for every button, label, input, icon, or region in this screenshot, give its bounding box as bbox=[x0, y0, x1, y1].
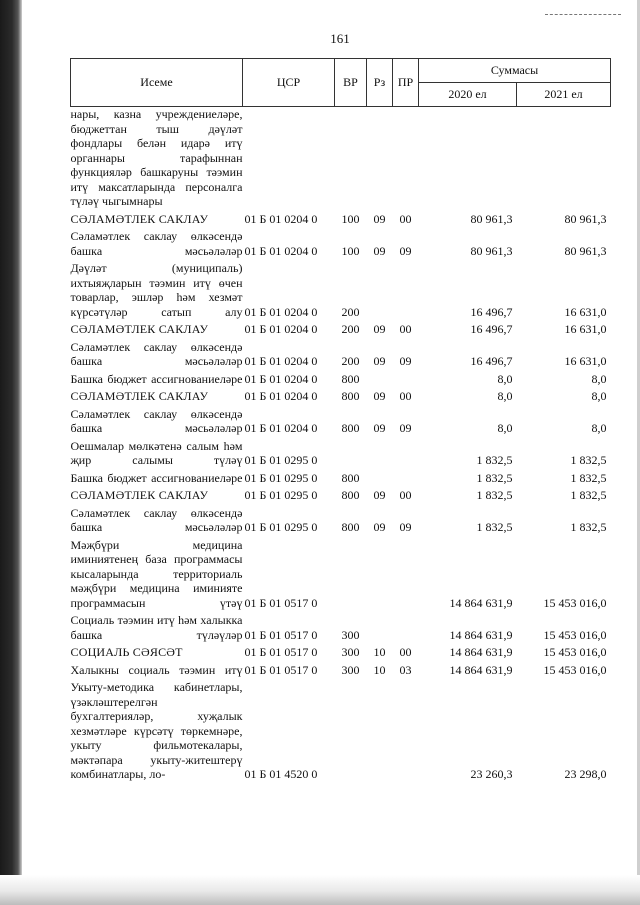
row-pr-code bbox=[393, 372, 419, 390]
row-rz-code: 09 bbox=[373, 322, 386, 336]
row-csr-code: 01 Б 01 0204 0 bbox=[244, 371, 318, 386]
row-csr-code: 01 Б 01 0517 0 bbox=[244, 627, 318, 642]
row-rz-code: 10 bbox=[373, 662, 386, 677]
header-name: Исеме bbox=[71, 59, 243, 107]
row-pr-code: 00 bbox=[399, 645, 412, 659]
row-sum-2021: 23 298,0 bbox=[564, 767, 607, 781]
row-sum-2021: 80 961,3 bbox=[564, 211, 607, 226]
row-rz-code bbox=[367, 471, 393, 489]
row-sum-2020: 14 864 631,9 bbox=[449, 627, 513, 642]
row-vr-code bbox=[335, 439, 367, 471]
row-sum-2020: 8,0 bbox=[497, 421, 513, 435]
row-csr-code: 01 Б 01 0517 0 bbox=[244, 595, 318, 610]
row-sum-2020: 16 496,7 bbox=[470, 322, 513, 336]
row-sum-2020: 8,0 bbox=[497, 371, 513, 386]
table-row bbox=[71, 389, 611, 407]
row-vr-code: 100 bbox=[341, 211, 360, 226]
row-vr-code: 200 bbox=[341, 354, 360, 368]
row-pr-code bbox=[393, 613, 419, 645]
table-row bbox=[71, 372, 611, 390]
row-sum-2021: 15 453 016,0 bbox=[543, 645, 607, 659]
row-name: СӘЛАМӘТЛЕК САКЛАУ bbox=[70, 322, 209, 336]
row-pr-code: 03 bbox=[399, 662, 412, 677]
row-name: Социаль тәэмин итү һәм халыкка башка түләүләр bbox=[70, 613, 243, 642]
scan-edge-left bbox=[0, 0, 22, 905]
row-sum-2021: 16 631,0 bbox=[564, 322, 607, 336]
row-rz-code bbox=[367, 680, 393, 785]
row-csr-code: 01 Б 01 0517 0 bbox=[244, 662, 318, 677]
row-name: нары, казна учреждениеләре, бюджеттан тыш дәүләт фондлары белән идарә итү органнары тарафыннан функцияләр башкаруны тәэмин итү максатларында персоналга түләү чыгымнары bbox=[70, 107, 243, 208]
budget-table bbox=[70, 58, 611, 785]
header-year-2020: 2020 ел bbox=[419, 83, 517, 107]
table-row bbox=[71, 107, 611, 212]
row-csr-code bbox=[243, 107, 335, 212]
row-vr-code: 300 bbox=[341, 627, 360, 642]
row-sum-2021: 16 631,0 bbox=[564, 304, 607, 319]
row-rz-code bbox=[367, 107, 393, 212]
row-csr-code: 01 Б 01 0295 0 bbox=[244, 470, 318, 485]
row-sum-2020: 8,0 bbox=[497, 389, 513, 403]
row-sum-2020: 23 260,3 bbox=[470, 767, 513, 781]
row-vr-code: 200 bbox=[341, 304, 360, 319]
row-pr-code: 00 bbox=[399, 389, 412, 403]
header-csr: ЦСР bbox=[243, 59, 335, 107]
header-year-2021: 2021 ел bbox=[517, 83, 611, 107]
row-sum-2021: 16 631,0 bbox=[564, 354, 607, 368]
row-name: Дәүләт (муниципаль) ихтыяҗларын тәэмин итү өчен товарлар, эшләр һәм хезмәт күрсәтүләр сатып алу bbox=[70, 261, 243, 319]
row-rz-code bbox=[367, 261, 393, 322]
row-sum-2020: 80 961,3 bbox=[470, 211, 513, 226]
row-name: Халыкны социаль тәэмин итү bbox=[70, 662, 243, 677]
table-row bbox=[71, 488, 611, 506]
row-rz-code: 09 bbox=[373, 520, 386, 534]
row-sum-2020 bbox=[419, 107, 517, 212]
row-csr-code: 01 Б 01 0204 0 bbox=[244, 354, 318, 368]
row-csr-code: 01 Б 01 0295 0 bbox=[244, 520, 318, 534]
row-pr-code bbox=[393, 107, 419, 212]
row-sum-2020: 1 832,5 bbox=[476, 453, 513, 467]
row-sum-2021: 1 832,5 bbox=[570, 488, 607, 502]
row-vr-code bbox=[335, 538, 367, 614]
table-row bbox=[71, 439, 611, 471]
row-sum-2021: 15 453 016,0 bbox=[543, 595, 607, 610]
header-sums: Суммасы bbox=[419, 59, 611, 83]
row-csr-code: 01 Б 01 0204 0 bbox=[244, 322, 318, 336]
table-body bbox=[71, 107, 611, 785]
row-rz-code: 09 bbox=[373, 488, 386, 502]
table-row bbox=[71, 538, 611, 614]
row-sum-2021: 15 453 016,0 bbox=[543, 662, 607, 677]
row-name: Укыту-методика кабинетлары, үзәкләштерелгән бухгалтерияләр, хуҗалык хезмәтләре күрсәтү төркемнәре, укыту фильмотекалары, мәктәпара укыту-житештерү комбинатлары, ло- bbox=[70, 680, 243, 781]
row-rz-code bbox=[367, 613, 393, 645]
table-row bbox=[71, 506, 611, 538]
row-vr-code: 300 bbox=[341, 662, 360, 677]
row-vr-code: 300 bbox=[341, 645, 360, 659]
row-csr-code: 01 Б 01 0295 0 bbox=[244, 488, 318, 502]
table-row bbox=[71, 229, 611, 261]
row-pr-code: 00 bbox=[399, 322, 412, 336]
table-row bbox=[71, 613, 611, 645]
row-sum-2020: 1 832,5 bbox=[476, 488, 513, 502]
row-rz-code bbox=[367, 372, 393, 390]
row-sum-2021: 80 961,3 bbox=[564, 243, 607, 258]
table-row bbox=[71, 663, 611, 681]
row-rz-code: 09 bbox=[373, 421, 386, 435]
row-name: СӘЛАМӘТЛЕК САКЛАУ bbox=[70, 488, 209, 502]
table-row bbox=[71, 322, 611, 340]
row-name: Башка бюджет ассигнованиеләре bbox=[70, 371, 243, 386]
row-sum-2021: 1 832,5 bbox=[570, 453, 607, 467]
row-sum-2021: 8,0 bbox=[591, 421, 607, 435]
row-name: Сәламәтлек саклау өлкәсендә башка мәсьәләләр bbox=[70, 406, 243, 435]
row-sum-2020: 1 832,5 bbox=[476, 520, 513, 534]
row-pr-code: 09 bbox=[399, 243, 412, 258]
header-vr: ВР bbox=[335, 59, 367, 107]
row-rz-code: 09 bbox=[373, 389, 386, 403]
row-pr-code bbox=[393, 471, 419, 489]
row-vr-code: 800 bbox=[341, 470, 360, 485]
row-name: Башка бюджет ассигнованиеләре bbox=[70, 470, 243, 485]
row-pr-code bbox=[393, 261, 419, 322]
row-name: СОЦИАЛЬ СӘЯСӘТ bbox=[70, 645, 183, 659]
row-sum-2021: 1 832,5 bbox=[570, 520, 607, 534]
row-vr-code bbox=[335, 107, 367, 212]
row-sum-2020: 1 832,5 bbox=[476, 470, 513, 485]
row-pr-code bbox=[393, 538, 419, 614]
row-csr-code: 01 Б 01 0204 0 bbox=[244, 304, 318, 319]
table-row bbox=[71, 212, 611, 230]
scan-edge-bottom bbox=[0, 875, 640, 905]
row-rz-code bbox=[367, 439, 393, 471]
row-pr-code: 09 bbox=[399, 520, 412, 534]
row-sum-2021: 15 453 016,0 bbox=[543, 627, 607, 642]
row-vr-code: 800 bbox=[341, 488, 360, 502]
row-name: СӘЛАМӘТЛЕК САКЛАУ bbox=[70, 389, 209, 403]
row-rz-code: 09 bbox=[373, 354, 386, 368]
row-pr-code: 00 bbox=[399, 211, 412, 226]
header-rz: Рз bbox=[367, 59, 393, 107]
row-sum-2020: 80 961,3 bbox=[470, 243, 513, 258]
row-pr-code: 09 bbox=[399, 421, 412, 435]
table-row bbox=[71, 340, 611, 372]
row-rz-code: 09 bbox=[373, 211, 386, 226]
table-row bbox=[71, 261, 611, 322]
row-csr-code: 01 Б 01 0204 0 bbox=[244, 421, 318, 435]
row-name: Сәламәтлек саклау өлкәсендә башка мәсьәләләр bbox=[70, 339, 243, 368]
row-sum-2021: 1 832,5 bbox=[570, 470, 607, 485]
row-vr-code: 800 bbox=[341, 421, 360, 435]
row-sum-2020: 14 864 631,9 bbox=[449, 662, 513, 677]
row-name: Мәҗбүри медицина иминиятенең база программасы кысаларында территориаль мәҗбүри медицина иминияте программасын үтәү bbox=[70, 537, 243, 610]
row-sum-2020: 16 496,7 bbox=[470, 304, 513, 319]
row-pr-code bbox=[393, 680, 419, 785]
row-rz-code: 10 bbox=[373, 645, 386, 659]
row-vr-code: 800 bbox=[341, 520, 360, 534]
row-csr-code: 01 Б 01 4520 0 bbox=[244, 767, 318, 781]
row-vr-code: 800 bbox=[341, 389, 360, 403]
row-vr-code: 100 bbox=[341, 243, 360, 258]
row-sum-2021 bbox=[517, 107, 611, 212]
row-csr-code: 01 Б 01 0204 0 bbox=[244, 243, 318, 258]
row-pr-code: 00 bbox=[399, 488, 412, 502]
row-name: СӘЛАМӘТЛЕК САКЛАУ bbox=[70, 211, 209, 226]
row-name: Сәламәтлек саклау өлкәсендә башка мәсьәләләр bbox=[70, 505, 243, 534]
table-row bbox=[71, 680, 611, 785]
row-vr-code: 200 bbox=[341, 322, 360, 336]
page-number: 161 bbox=[330, 31, 350, 46]
row-pr-code bbox=[393, 439, 419, 471]
top-dash-mark bbox=[545, 14, 621, 15]
row-pr-code: 09 bbox=[399, 354, 412, 368]
row-sum-2020: 16 496,7 bbox=[470, 354, 513, 368]
row-sum-2020: 14 864 631,9 bbox=[449, 595, 513, 610]
row-csr-code: 01 Б 01 0517 0 bbox=[244, 645, 318, 659]
row-vr-code: 800 bbox=[341, 371, 360, 386]
row-csr-code: 01 Б 01 0204 0 bbox=[244, 389, 318, 403]
header-pr: ПР bbox=[393, 59, 419, 107]
table-row bbox=[71, 471, 611, 489]
row-rz-code bbox=[367, 538, 393, 614]
table-row bbox=[71, 407, 611, 439]
row-csr-code: 01 Б 01 0295 0 bbox=[244, 453, 318, 467]
row-name: Оешмалар мөлкәтенә салым һәм җир салымы түләү bbox=[70, 438, 243, 467]
row-sum-2020: 14 864 631,9 bbox=[449, 645, 513, 659]
row-csr-code: 01 Б 01 0204 0 bbox=[244, 211, 318, 226]
row-vr-code bbox=[335, 680, 367, 785]
table-row bbox=[71, 645, 611, 663]
row-sum-2021: 8,0 bbox=[591, 371, 607, 386]
row-sum-2021: 8,0 bbox=[591, 389, 607, 403]
row-name: Сәламәтлек саклау өлкәсендә башка мәсьәләләр bbox=[70, 229, 243, 258]
row-rz-code: 09 bbox=[373, 243, 386, 258]
